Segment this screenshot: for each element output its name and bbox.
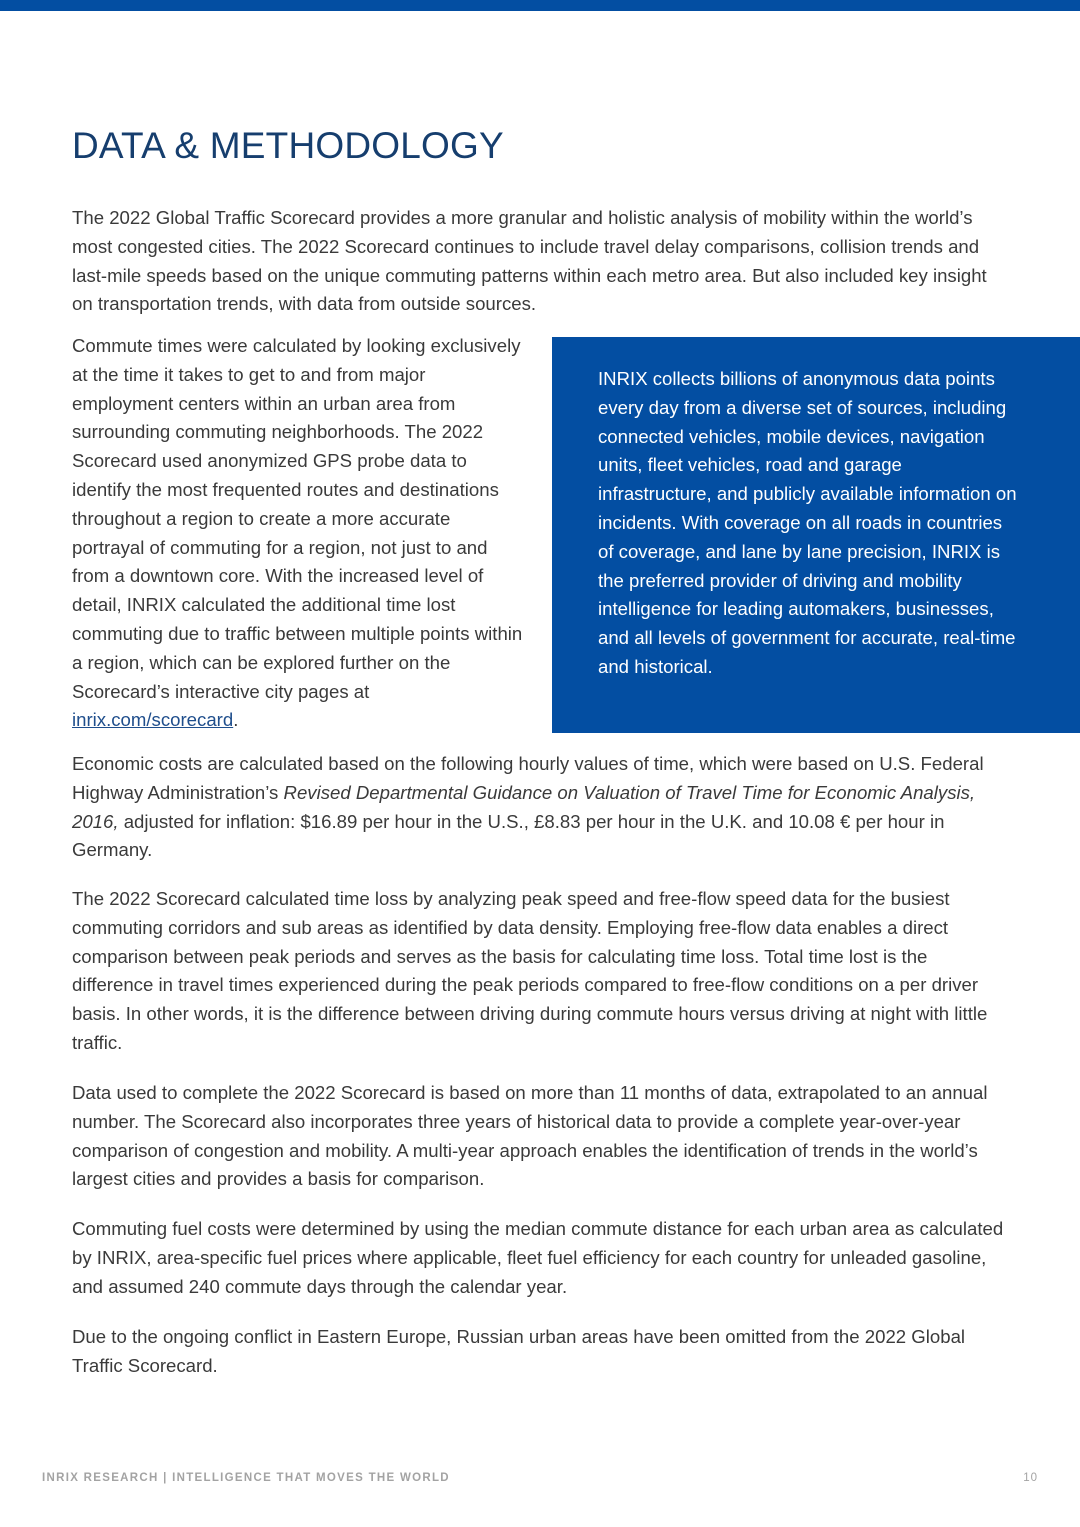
page-number: 10 — [1023, 1472, 1038, 1484]
callout-text: INRIX collects billions of anonymous data points every day from a diverse set of sources, including connected vehicles, mobile devices, navigation units, fleet vehicles, road and garage infrastructure, and publicly available information on incidents. With coverage on all roads in countries of coverage, and lane by lane precision, INRIX is the preferred provider of driving and mobility intelligence for leading automakers, businesses, and all levels of government for accurate, real-time and historical. — [598, 368, 1017, 677]
economic-costs-values: adjusted for inflation: $16.89 per hour in the U.S., £8.83 per hour in the U.K. and 10.08 € per hour in Germany. — [72, 810, 945, 861]
footer-tagline: INRIX RESEARCH | INTELLIGENCE THAT MOVES THE WORLD — [42, 1472, 450, 1484]
economic-costs-text: Economic costs are calculated based on the following hourly values of time, which were based on U.S. Federal Highway Administration’s — [72, 753, 984, 803]
inrix-data-callout-box — [552, 337, 1080, 733]
commute-times-paragraph — [72, 332, 524, 735]
guidance-document-title: Revised Departmental Guidance on Valuation of Travel Time for Economic Analysis, 2016, — [72, 781, 976, 832]
data-used-paragraph: Data used to complete the 2022 Scorecard is based on more than 11 months of data, extrapolated to an annual number. The Scorecard also incorporates three years of historical data to provide a complete year-over-year comparison of congestion and mobility. A multi-year approach enables the identification of trends in the world’s largest cities and provides a basis for comparison. — [72, 1082, 988, 1190]
time-loss-paragraph: The 2022 Scorecard calculated time loss by analyzing peak speed and free-flow speed data for the busiest commuting corridors and sub areas as identified by data density. Employing free-flow data enables a direct comparison between peak periods and serves as the basis for calculating time loss. Total time lost is the difference in travel times experienced during the peak periods compared to free-flow conditions on a per driver basis. In other words, it is the difference between driving during commute hours versus driving at night with little traffic. — [72, 888, 988, 1053]
fuel-costs-paragraph: Commuting fuel costs were determined by using the median commute distance for each urban area as calculated by INRIX, area-specific fuel prices where applicable, fleet fuel efficiency for each country for unleaded gasoline, and assumed 240 commute days through the calendar year. — [72, 1218, 1004, 1297]
scorecard-link[interactable]: inrix.com/scorecard — [72, 709, 234, 731]
page-title: DATA & METHODOLOGY — [72, 125, 504, 166]
intro-paragraph: The 2022 Global Traffic Scorecard provides a more granular and holistic analysis of mobility within the world’s most congested cities. The 2022 Scorecard continues to include travel delay comparisons, collision trends and last-mile speeds based on the unique commuting patterns within each metro area. But also included key insight on transportation trends, with data from outside sources. — [72, 207, 987, 315]
commute-times-end: . — [233, 709, 239, 731]
economic-costs-paragraph — [72, 750, 1012, 865]
commute-times-text: Commute times were calculated by looking exclusively at the time it takes to get to and from major employment centers within an urban area from surrounding commuting neighborhoods. The 2022 Scorecard used anonymized GPS probe data to identify the most frequented routes and destinations throughout a region to create a more accurate portrayal of commuting for a region, not just to and from a downtown core. With the increased level of detail, INRIX calculated the additional time lost commuting due to traffic between multiple points within a region, which can be explored further on the Scorecard’s interactive city pages at — [72, 335, 523, 702]
top-banner-bar — [0, 0, 1080, 11]
russia-omission-paragraph: Due to the ongoing conflict in Eastern Europe, Russian urban areas have been omitted from the 2022 Global Traffic Scorecard. — [72, 1326, 966, 1376]
